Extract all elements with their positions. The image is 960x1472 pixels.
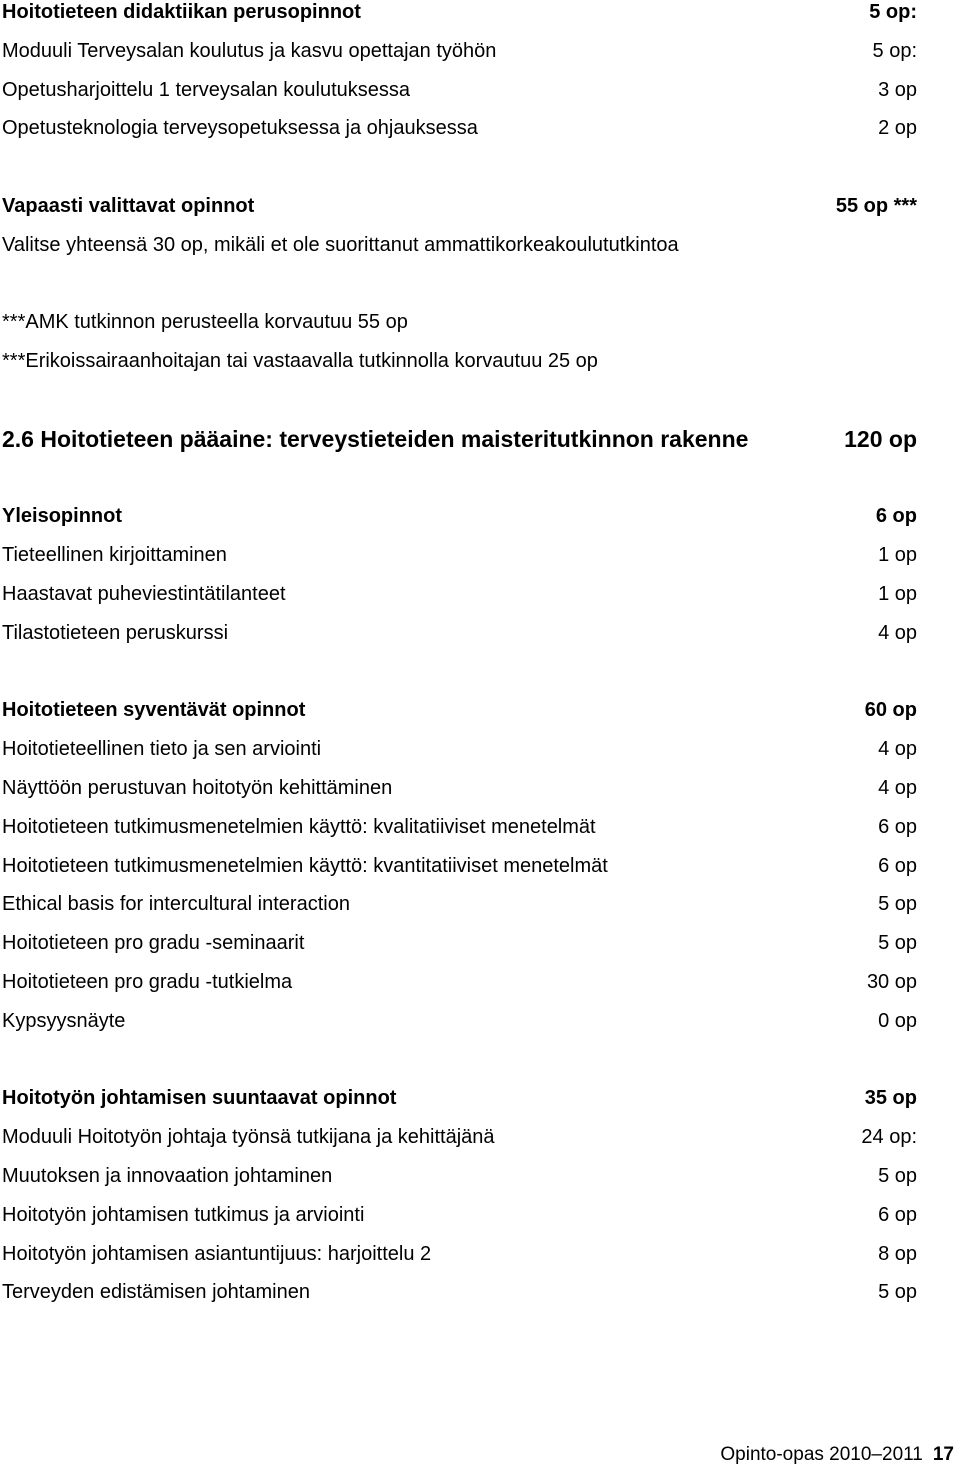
course-name: Tieteellinen kirjoittaminen: [2, 544, 227, 567]
course-row: [2, 931, 917, 970]
course-name: Näyttöön perustuvan hoitotyön kehittäminen: [2, 776, 393, 799]
section-credits: 60 op: [864, 699, 917, 722]
section-title: Hoitotyön johtamisen suuntaavat opinnot: [2, 1087, 397, 1110]
course-row: [2, 39, 917, 78]
section-title: Hoitotieteen syventävät opinnot: [2, 699, 306, 722]
course-row: [2, 1203, 917, 1242]
course-name: Hoitotyön johtamisen tutkimus ja arviointi: [2, 1203, 365, 1226]
heading-text: 2.6 Hoitotieteen pääaine: terveystieteiden maisteritutkinnon rakenne: [2, 425, 749, 452]
course-name: Hoitotyön johtamisen asiantuntijuus: harjoittelu 2: [2, 1242, 432, 1265]
course-credits: 0 op: [878, 1009, 917, 1032]
course-credits: 24 op:: [861, 1126, 917, 1149]
course-row: [2, 621, 917, 660]
page-number: 17: [932, 1444, 954, 1465]
spacer: [2, 660, 917, 699]
course-credits: 6 op: [878, 1203, 917, 1226]
course-name: Opetusharjoittelu 1 terveysalan koulutuksessa: [2, 78, 411, 101]
course-name: Moduuli Hoitotyön johtaja työnsä tutkijana ja kehittäjänä: [2, 1126, 495, 1149]
course-row: [2, 1280, 917, 1319]
course-name: Haastavat puheviestintätilanteet: [2, 582, 286, 605]
course-row: [2, 543, 917, 582]
guide-title: Opinto-opas 2010–2011: [720, 1444, 923, 1465]
section-title: Hoitotieteen didaktiikan perusopinnot: [2, 1, 361, 23]
course-row: [2, 854, 917, 893]
heading-credits: 120 op: [844, 425, 917, 452]
course-row: [2, 78, 917, 117]
section-advanced-header: [2, 698, 917, 737]
section-title: Yleisopinnot: [2, 505, 122, 528]
course-row: [2, 815, 917, 854]
section-note: [2, 233, 917, 272]
course-name: Opetusteknologia terveysopetuksessa ja ohjauksessa: [2, 117, 478, 140]
course-credits: 6 op: [878, 815, 917, 838]
course-name: Hoitotieteellinen tieto ja sen arviointi: [2, 738, 322, 761]
course-credits: 4 op: [878, 738, 917, 761]
course-credits: 5 op: [878, 1281, 917, 1304]
section-title: Vapaasti valittavat opinnot: [2, 194, 255, 217]
footnote-text: ***AMK tutkinnon perusteella korvautuu 55 op: [2, 311, 408, 334]
page-footer: [720, 1444, 954, 1466]
course-name: Hoitotieteen tutkimusmenetelmien käyttö: kvantitatiiviset menetelmät: [2, 854, 608, 877]
section-didactics-header: [2, 0, 917, 39]
footnote: [2, 349, 917, 388]
course-name: Terveyden edistämisen johtaminen: [2, 1281, 310, 1304]
course-row: [2, 970, 917, 1009]
course-row: [2, 1242, 917, 1281]
section-credits: 55 op ***: [835, 194, 917, 217]
course-credits: 1 op: [878, 544, 917, 567]
course-credits: 5 op: [878, 1164, 917, 1187]
course-name: Hoitotieteen tutkimusmenetelmien käyttö: kvalitatiiviset menetelmät: [2, 815, 596, 838]
section-general-header: [2, 504, 917, 543]
course-name: Kypsyysnäyte: [2, 1009, 126, 1032]
course-credits: 30 op: [866, 970, 917, 993]
spacer: [2, 1048, 917, 1087]
course-credits: 4 op: [878, 776, 917, 799]
section-free-header: [2, 194, 917, 233]
course-row: [2, 1009, 917, 1048]
course-name: Muutoksen ja innovaation johtaminen: [2, 1164, 333, 1187]
course-credits: 2 op: [878, 117, 917, 140]
course-row: [2, 116, 917, 155]
course-credits: 8 op: [878, 1242, 917, 1265]
spacer: [2, 272, 917, 311]
note-text: Valitse yhteensä 30 op, mikäli et ole suorittanut ammattikorkeakoulututkintoa: [2, 233, 679, 256]
course-row: [2, 1164, 917, 1203]
spacer: [2, 388, 917, 427]
course-credits: 1 op: [878, 582, 917, 605]
course-row: [2, 582, 917, 621]
course-row: [2, 1125, 917, 1164]
main-heading: [2, 427, 917, 466]
document-page: [2, 0, 917, 1319]
footnote-text: ***Erikoissairaanhoitajan tai vastaavalla tutkinnolla korvautuu 25 op: [2, 350, 598, 373]
section-credits: 35 op: [864, 1087, 917, 1110]
course-row: [2, 737, 917, 776]
section-credits: 5 op:: [869, 1, 917, 23]
course-name: Ethical basis for intercultural interaction: [2, 893, 350, 916]
section-credits: 6 op: [875, 505, 917, 528]
course-credits: 5 op:: [872, 39, 917, 62]
course-row: [2, 776, 917, 815]
course-row: [2, 892, 917, 931]
footnote: [2, 310, 917, 349]
course-credits: 6 op: [878, 854, 917, 877]
course-name: Moduuli Terveysalan koulutus ja kasvu opettajan työhön: [2, 39, 497, 62]
course-credits: 5 op: [878, 893, 917, 916]
course-credits: 3 op: [878, 78, 917, 101]
spacer: [2, 466, 917, 505]
course-name: Hoitotieteen pro gradu -seminaarit: [2, 932, 305, 955]
course-name: Hoitotieteen pro gradu -tutkielma: [2, 970, 293, 993]
course-name: Tilastotieteen peruskurssi: [2, 621, 229, 644]
section-management-header: [2, 1086, 917, 1125]
course-credits: 5 op: [878, 932, 917, 955]
course-credits: 4 op: [878, 621, 917, 644]
spacer: [2, 155, 917, 194]
